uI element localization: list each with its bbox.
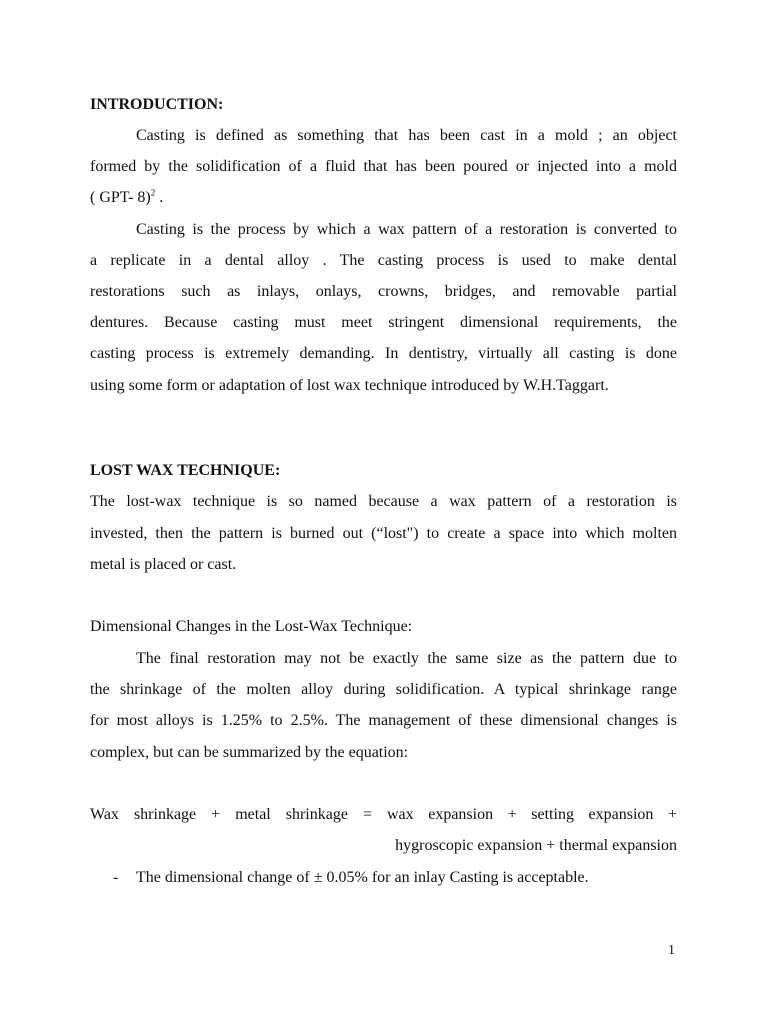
- intro-paragraph-2-line-1: Casting is the process by which a wax pattern of a restoration is converted to: [136, 221, 677, 238]
- introduction-heading: INTRODUCTION:: [90, 96, 224, 113]
- intro-paragraph-1-line-2: formed by the solidification of a fluid that has been poured or injected into a mold: [90, 158, 677, 175]
- intro-paragraph-2-line-3: restorations such as inlays, onlays, crowns, bridges, and removable partial: [90, 283, 677, 300]
- dimensional-subheading: Dimensional Changes in the Lost-Wax Technique:: [90, 618, 413, 635]
- dimensional-paragraph-line-4: complex, but can be summarized by the equation:: [90, 744, 409, 761]
- intro-paragraph-2-line-5: casting process is extremely demanding. In dentistry, virtually all casting is done: [90, 345, 677, 362]
- gpt-citation: ( GPT- 8): [90, 189, 151, 206]
- citation-end: .: [155, 189, 164, 206]
- lost-wax-paragraph-line-2: invested, then the pattern is burned out (“lost") to create a space into which molten: [90, 525, 677, 542]
- intro-paragraph-2-line-2: a replicate in a dental alloy . The casting process is used to make dental: [90, 252, 677, 269]
- dimensional-paragraph-line-2: the shrinkage of the molten alloy during solidification. A typical shrinkage range: [90, 681, 677, 698]
- equation-left-side: Wax shrinkage + metal shrinkage =: [90, 806, 372, 823]
- lost-wax-heading: LOST WAX TECHNIQUE:: [90, 462, 281, 479]
- dimensional-paragraph-line-3: for most alloys is 1.25% to 2.5%. The management of these dimensional changes is: [90, 712, 677, 729]
- bullet-text: The dimensional change of ± 0.05% for an inlay Casting is acceptable.: [136, 869, 589, 886]
- intro-paragraph-2-line-4: dentures. Because casting must meet stringent dimensional requirements, the: [90, 314, 677, 331]
- lost-wax-paragraph-line-1: The lost-wax technique is so named because a wax pattern of a restoration is: [90, 493, 677, 510]
- equation-right-line-2: hygroscopic expansion + thermal expansion: [395, 837, 677, 854]
- bullet-dash: -: [113, 869, 119, 886]
- intro-paragraph-2-line-6: using some form or adaptation of lost wax technique introduced by W.H.Taggart.: [90, 377, 609, 394]
- dimensional-paragraph-line-1: The final restoration may not be exactly the same size as the pattern due to: [136, 650, 677, 667]
- intro-paragraph-1-line-1: Casting is defined as something that has been cast in a mold ; an object: [136, 127, 677, 144]
- page-number: 1: [668, 943, 675, 958]
- lost-wax-paragraph-line-3: metal is placed or cast.: [90, 556, 237, 573]
- intro-paragraph-1-citation: [90, 188, 677, 208]
- citation-superscript: 2: [150, 187, 156, 198]
- equation-right-line-1: wax expansion + setting expansion +: [387, 806, 677, 823]
